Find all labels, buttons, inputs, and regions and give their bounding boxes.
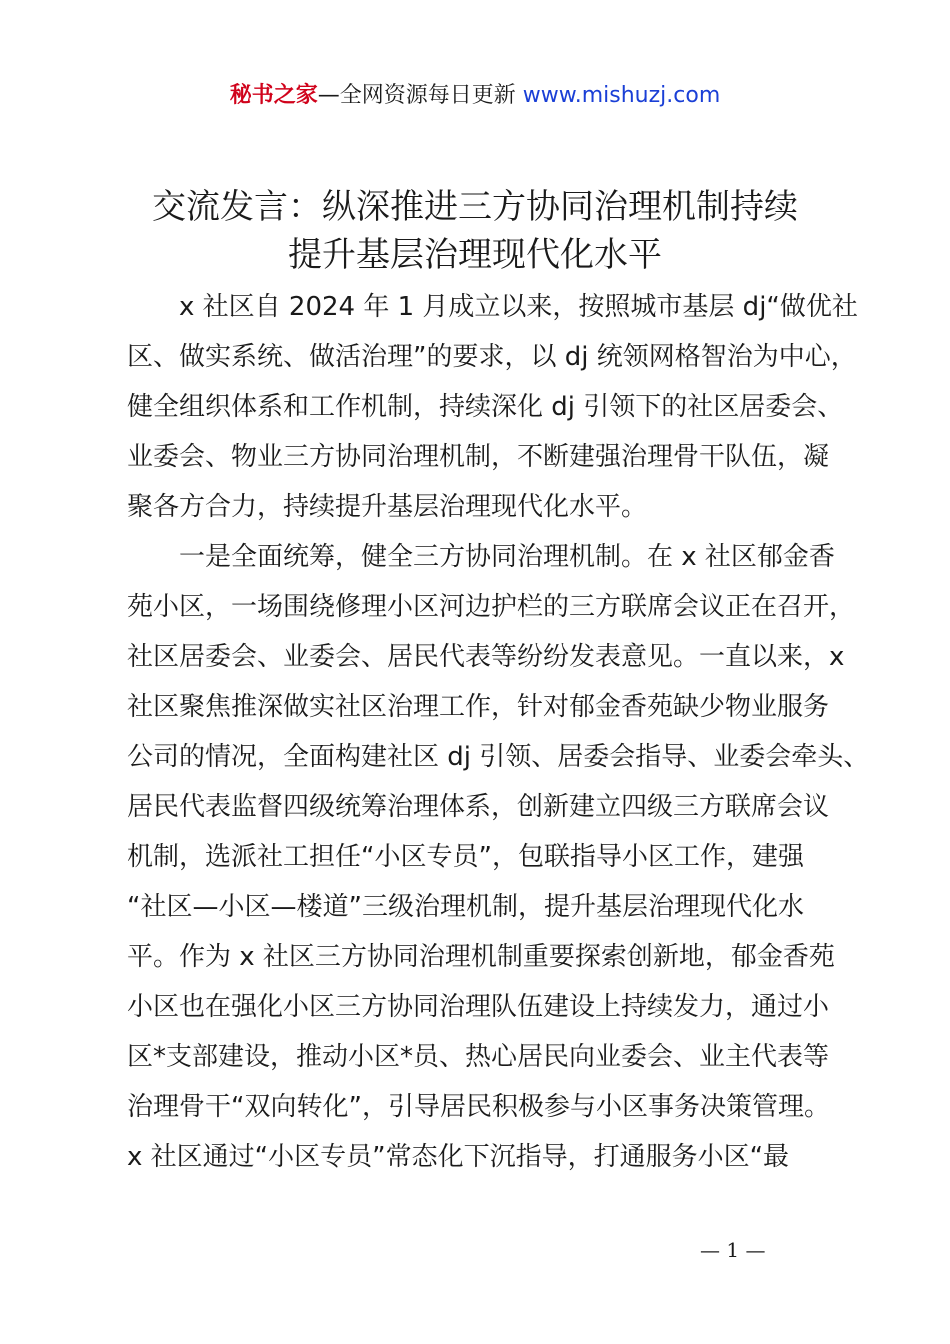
header-tagline: 全网资源每日更新 <box>339 83 523 108</box>
paragraph-1 <box>127 282 857 532</box>
paragraph-line: x 社区自 2024 年 1 月成立以来，按照城市基层 dj“做优社 <box>179 292 858 322</box>
page-number: — 1 — <box>700 1238 766 1262</box>
header-separator: — <box>317 83 340 108</box>
paragraph-line: “社区—小区—楼道”三级治理机制，提升基层治理现代化水 <box>127 892 804 922</box>
title-line-1: 交流发言：纵深推进三方协同治理机制持续 <box>152 187 798 227</box>
paragraph-line: 治理骨干“双向转化”，引导居民积极参与小区事务决策管理。 <box>127 1092 830 1122</box>
paragraph-line: 社区聚焦推深做实社区治理工作，针对郁金香苑缺少物业服务 <box>127 692 830 722</box>
paragraph-2 <box>127 532 870 1182</box>
paragraph-line: 区*支部建设，推动小区*员、热心居民向业委会、业主代表等 <box>127 1042 830 1072</box>
paragraph-line: 业委会、物业三方协同治理机制，不断建强治理骨干队伍，凝 <box>127 442 830 472</box>
paragraph-line: 苑小区，一场围绕修理小区河边护栏的三方联席会议正在召开， <box>127 592 856 622</box>
paragraph-line: 一是全面统筹，健全三方协同治理机制。在 x 社区郁金香 <box>179 542 835 572</box>
paragraph-line: 公司的情况，全面构建社区 dj 引领、居委会指导、业委会牵头、 <box>127 742 870 772</box>
site-header <box>0 80 950 112</box>
paragraph-line: 小区也在强化小区三方协同治理队伍建设上持续发力，通过小 <box>127 992 830 1022</box>
paragraph-line: x 社区通过“小区专员”常态化下沉指导，打通服务小区“最 <box>127 1142 790 1172</box>
document-title <box>0 183 950 279</box>
paragraph-line: 健全组织体系和工作机制，持续深化 dj 引领下的社区居委会、 <box>127 392 844 422</box>
paragraph-line: 居民代表监督四级统筹治理体系，创新建立四级三方联席会议 <box>127 792 830 822</box>
document-body <box>127 282 870 1182</box>
brand-name: 秘书之家 <box>229 83 318 108</box>
title-line-2: 提升基层治理现代化水平 <box>288 235 662 275</box>
paragraph-line: 平。作为 x 社区三方协同治理机制重要探索创新地，郁金香苑 <box>127 942 835 972</box>
paragraph-line: 机制，选派社工担任“小区专员”，包联指导小区工作，建强 <box>127 842 804 872</box>
paragraph-line: 聚各方合力，持续提升基层治理现代化水平。 <box>127 492 648 522</box>
paragraph-line: 社区居委会、业委会、居民代表等纷纷发表意见。一直以来，x <box>127 642 845 672</box>
site-url-link[interactable]: www.mishuzj.com <box>522 83 721 108</box>
paragraph-line: 区、做实系统、做活治理”的要求，以 dj 统领网格智治为中心， <box>127 342 857 372</box>
